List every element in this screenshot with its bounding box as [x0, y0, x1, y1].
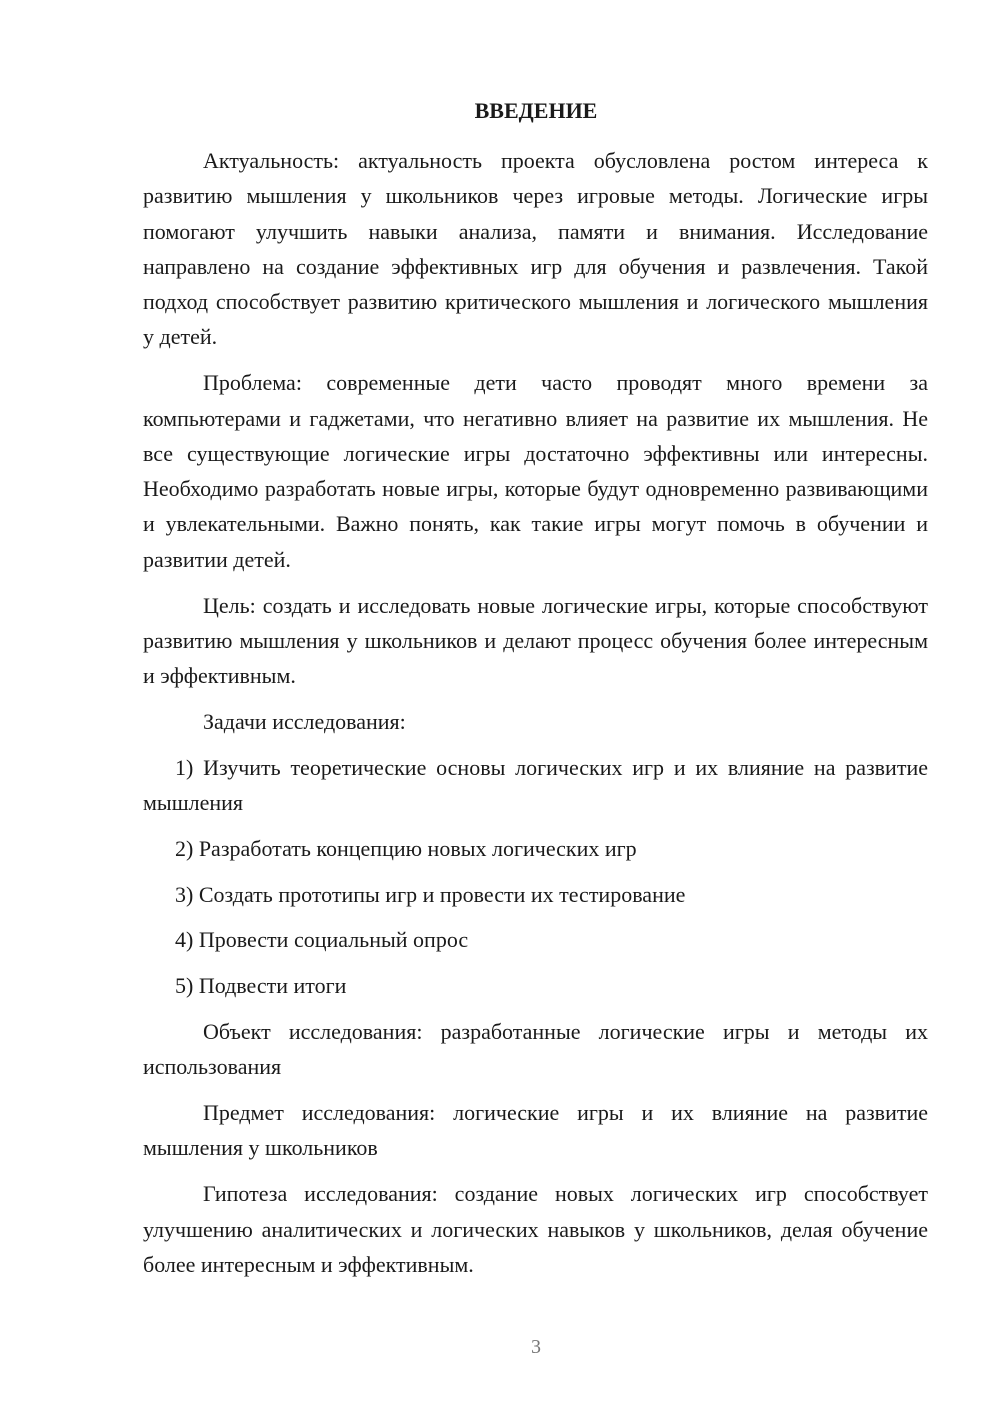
list-item: 4) Провести социальный опрос	[175, 927, 469, 953]
paragraph-tasks-heading: Задачи исследования:	[203, 708, 406, 734]
list-item: 5) Подвести итоги	[175, 973, 347, 999]
list-item: 1) Изучить теоретические основы логических игр и их влияние на развитие мышления	[143, 754, 928, 816]
paragraph-subject: Предмет исследования: логические игры и их влияние на развитие мышления у школьников	[143, 1100, 928, 1161]
paragraph-problem: Проблема: современные дети часто проводят много времени за компьютерами и гаджетами, что негативно влияет на развитие их мышления. Не все существующие логические игры достаточно эффективны или интересны. Необходимо разработать новые игры, которые будут одновременно развивающими и увлекательными. Важно понять, как такие игры могут помочь в обучении и развитии детей.	[143, 370, 928, 572]
task-list	[143, 750, 928, 1004]
paragraph-goal: Цель: создать и исследовать новые логические игры, которые способствуют развитию мышления у школьников и делают процесс обучения более интересным и эффективным.	[143, 592, 928, 689]
page-number: 3	[531, 1336, 541, 1358]
paragraph-object: Объект исследования: разработанные логические игры и методы их использования	[143, 1019, 928, 1080]
list-item: 3) Создать прототипы игр и провести их тестирование	[175, 881, 686, 907]
paragraph-relevance: Актуальность: актуальность проекта обусловлена ростом интереса к развитию мышления у школьников через игровые методы. Логические игры помогают улучшить навыки анализа, памяти и внимания. Исследование направлено на создание эффективных игр для обучения и развлечения. Такой подход способствует развитию критического мышления и логического мышления у детей.	[143, 148, 928, 350]
paragraph-hypothesis: Гипотеза исследования: создание новых логических игр способствует улучшению аналитических и логических навыков у школьников, делая обучение более интересным и эффективным.	[143, 1181, 928, 1277]
list-item: 2) Разработать концепцию новых логических игр	[175, 835, 637, 861]
page-title: ВВЕДЕНИЕ	[474, 98, 598, 123]
body-text	[143, 143, 928, 1282]
